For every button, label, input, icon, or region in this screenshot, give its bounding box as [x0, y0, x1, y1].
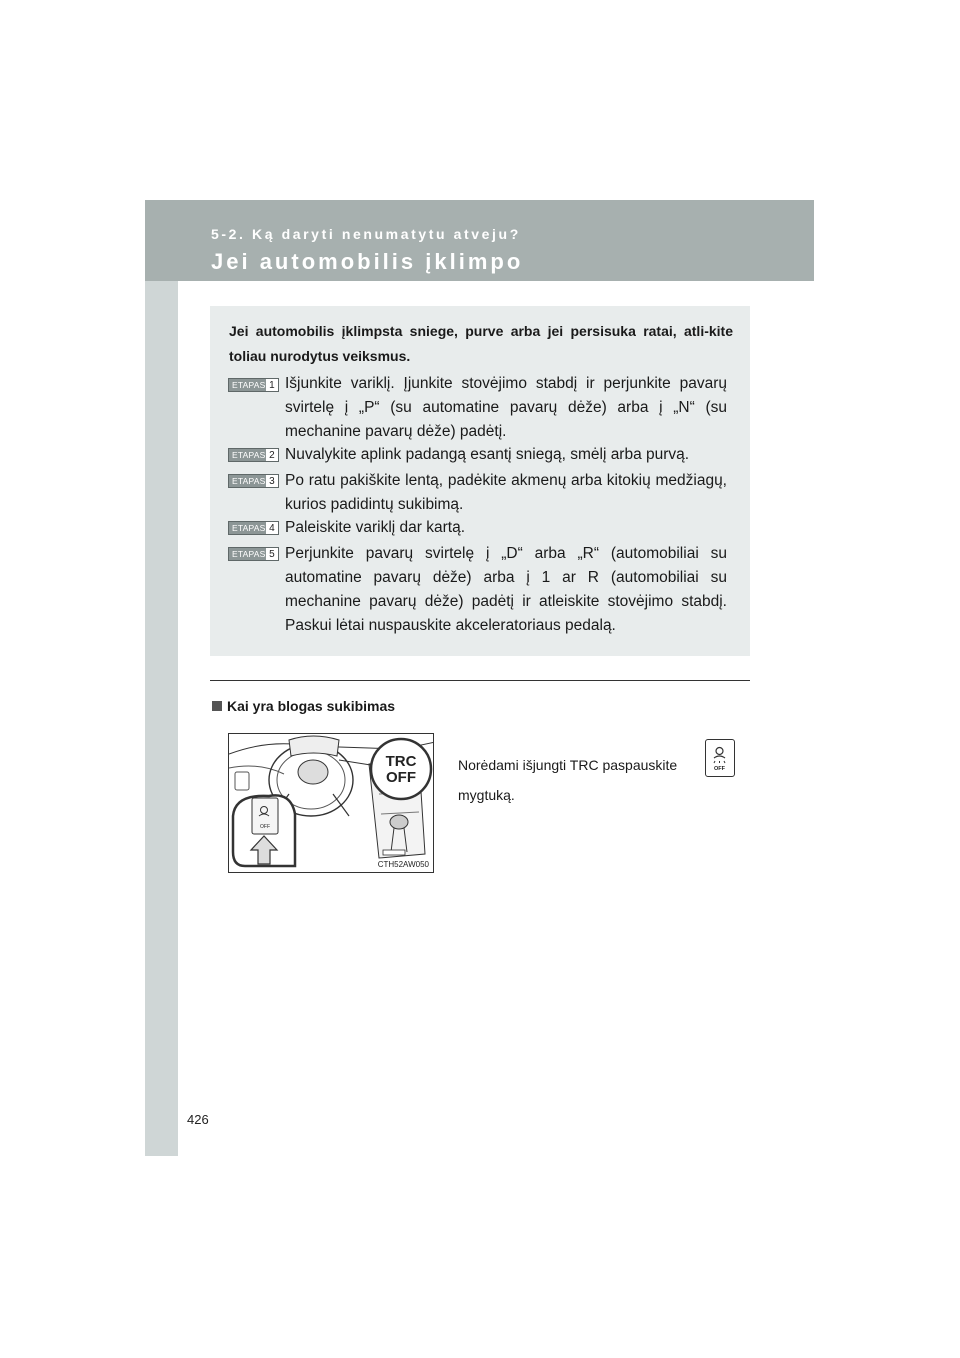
- step-3-text: Po ratu pakiškite lentą, padėkite akmenų arba kitokių medžiagų, kurios padidintų sukibimą.: [285, 472, 727, 513]
- step-5-text: Perjunkite pavarų svirtelę į „D“ arba „R“ (automobiliai su automatine pavarų dėže) arba į 1 ar R (automobiliai su mechanine pavarų dėže) padėtį ir atleiskite stovėjimo stabdį. Paskui lėtai nuspauskite akceleratoriaus pedalą.: [285, 545, 727, 634]
- step-badge-label: ETAPAS: [232, 476, 266, 486]
- trc-off-glyph: [706, 740, 733, 775]
- button-off-text: OFF: [260, 824, 270, 830]
- step-badge-2: [228, 448, 279, 462]
- figure-code: CTH52AW050: [377, 860, 429, 869]
- section-header: [145, 200, 814, 281]
- page-number: 426: [187, 1112, 209, 1127]
- step-badge-label: ETAPAS: [232, 523, 266, 533]
- step-badge-number: 4: [266, 522, 278, 534]
- step-2-text: Nuvalykite aplink padangą esantį sniegą, smėlį arba purvą.: [285, 446, 690, 463]
- step-badge-label: ETAPAS: [232, 549, 266, 559]
- step-badge-number: 3: [266, 475, 278, 487]
- step-badge-label: ETAPAS: [232, 450, 266, 460]
- section-heading-text: Kai yra blogas sukibimas: [227, 698, 396, 714]
- intro-text: Jei automobilis įklimpsta sniege, purve arba jei persisuka ratai, atli-kite toliau nurodytus veiksmus.: [229, 323, 733, 364]
- step-badge-3: [228, 474, 279, 488]
- section-heading: [212, 698, 395, 714]
- step-4-text: Paleiskite variklį dar kartą.: [285, 519, 466, 536]
- page-title: Jei automobilis įklimpo: [211, 249, 524, 274]
- callout-line-2: OFF: [386, 769, 416, 786]
- section-divider: [210, 680, 750, 681]
- square-bullet-icon: [212, 701, 222, 711]
- step-badge-number: 1: [266, 379, 278, 391]
- step-1-text: Išjunkite variklį. Įjunkite stovėjimo stabdį ir perjunkite pavarų svirtelę į „P“ (su automatine pavarų dėže) arba į „N“ (su mechanine pavarų dėže) padėtį.: [285, 375, 727, 440]
- step-badge-5: [228, 547, 279, 561]
- step-badge-number: 5: [266, 548, 278, 560]
- callout-line-1: TRC: [385, 753, 417, 770]
- step-badge-4: [228, 521, 279, 535]
- trc-description-line-2: mygtuką.: [458, 787, 515, 803]
- trc-off-button-icon: [705, 739, 735, 777]
- dashboard-drawing: [229, 734, 434, 873]
- step-badge-1: [228, 378, 279, 392]
- procedure-box: [210, 306, 750, 656]
- left-margin-band: [145, 200, 178, 1156]
- inline-button-off-text: OFF: [714, 766, 725, 772]
- chapter-subtitle: 5-2. Ką daryti nenumatytu atveju?: [211, 226, 521, 242]
- step-badge-number: 2: [266, 449, 278, 461]
- step-badge-label: ETAPAS: [232, 380, 266, 390]
- dashboard-illustration: [228, 733, 434, 873]
- trc-description: [458, 750, 677, 810]
- trc-description-line-1: Norėdami išjungti TRC paspauskite: [458, 757, 678, 773]
